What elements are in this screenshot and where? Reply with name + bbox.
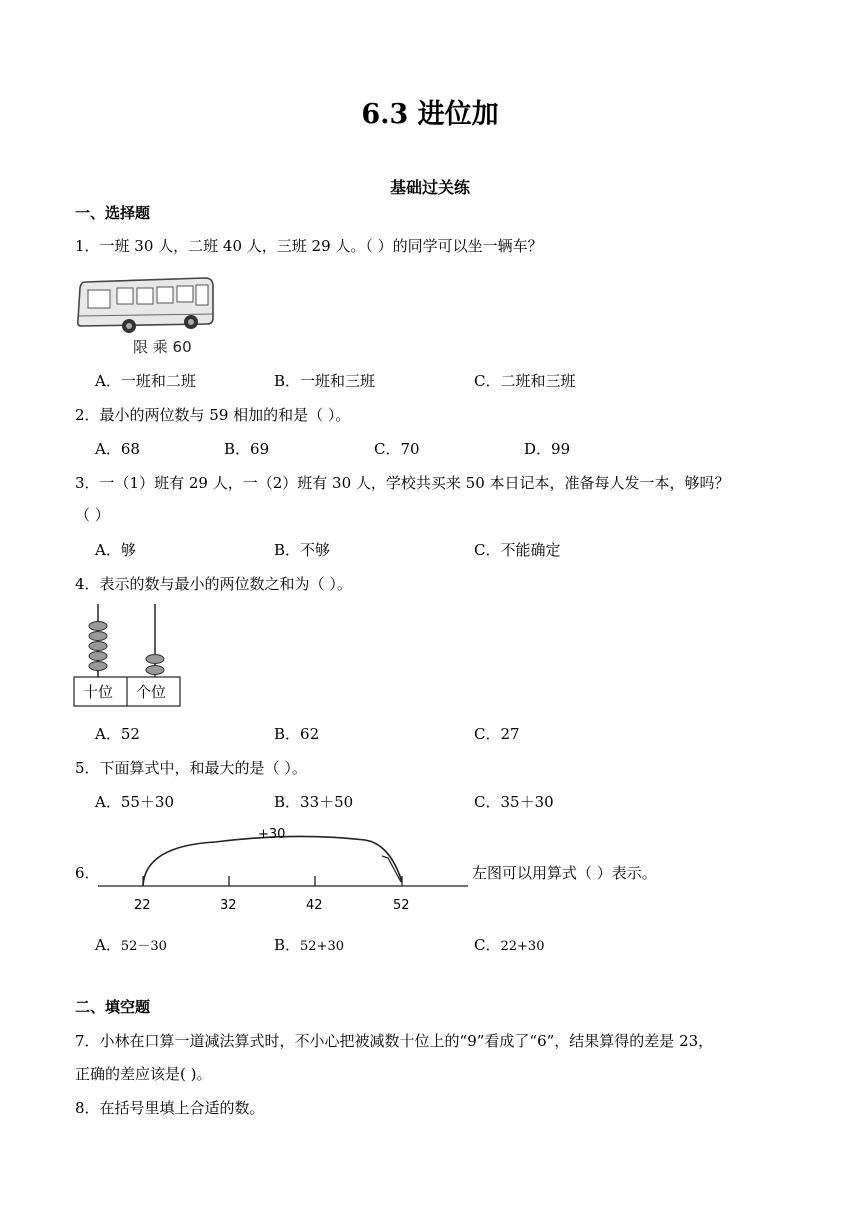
- tick-label: 32: [220, 898, 237, 913]
- question-8-text: 8．在括号里填上合适的数。: [75, 1099, 265, 1117]
- q5-option-a: A．55＋30: [95, 793, 175, 811]
- question-7-text-line1: 7．小林在口算一道减法算式时，不小心把被减数十位上的“9”看成了“6”，结果算得的差是 23，: [75, 1032, 714, 1050]
- q5-option-b: B．33＋50: [274, 793, 354, 811]
- q6-option-c-letter: C．: [474, 936, 501, 954]
- q5-option-c: C．35＋30: [474, 793, 554, 811]
- q6-option-a-expr: 52－30: [120, 939, 167, 954]
- q6-option-b-expr: 52+30: [300, 939, 345, 954]
- q2-option-b: B．69: [224, 440, 270, 458]
- question-5-text: 5．下面算式中，和最大的是（ ）。: [75, 759, 307, 777]
- q1-option-a: A．一班和二班: [95, 372, 196, 390]
- bus-sign: 限 乘 60: [133, 338, 192, 356]
- q6-option-c: [474, 934, 544, 955]
- q3-option-a: A．够: [95, 541, 136, 559]
- q2-option-a: A．68: [95, 440, 140, 458]
- section-subtitle: 基础过关练: [389, 178, 470, 197]
- section-fill-heading: 二、填空题: [75, 998, 151, 1016]
- q6-option-a-letter: A．: [95, 936, 121, 954]
- page-title: 6.3 进位加: [361, 99, 499, 130]
- q4-option-a: A．52: [95, 725, 140, 743]
- question-3-text-line2: （ ）: [75, 506, 110, 524]
- q6-option-a: [95, 934, 167, 955]
- q4-option-c: C．27: [474, 725, 520, 743]
- jump-arc: [143, 836, 402, 886]
- number-line-diagram: [95, 820, 470, 916]
- tick-label: 52: [393, 898, 410, 913]
- bus-image: [75, 272, 220, 358]
- q2-option-c: C．70: [374, 440, 420, 458]
- q1-option-b: B．一班和三班: [274, 372, 376, 390]
- abacus-diagram: [73, 600, 183, 710]
- q6-option-b: [274, 934, 344, 955]
- question-2-text: 2．最小的两位数与 59 相加的和是（ ）。: [75, 406, 351, 424]
- question-6-text: 左图可以用算式（ ）表示。: [472, 864, 657, 882]
- tens-beads: [89, 622, 107, 671]
- tick-label: 22: [134, 898, 151, 913]
- arc-label: +30: [258, 827, 286, 842]
- question-6-number: 6．: [75, 864, 100, 882]
- section-choice-heading: 一、选择题: [75, 204, 151, 222]
- q6-option-b-letter: B．: [274, 936, 301, 954]
- question-3-text-line1: 3．一（1）班有 29 人，一（2）班有 30 人，学校共买来 50 本日记本，准备每人发一本，够吗？: [75, 474, 730, 492]
- q6-option-c-expr: 22+30: [500, 939, 545, 954]
- q4-option-b: B．62: [274, 725, 320, 743]
- q2-option-d: D．99: [524, 440, 571, 458]
- q1-option-c: C．二班和三班: [474, 372, 576, 390]
- abacus-ones-label: 个位: [136, 683, 167, 701]
- question-7-text-line2: 正确的差应该是( )。: [75, 1065, 212, 1083]
- question-4-text: 4．表示的数与最小的两位数之和为（ ）。: [75, 575, 352, 593]
- q3-option-b: B．不够: [274, 541, 331, 559]
- question-1-text: 1．一班 30 人，二班 40 人，三班 29 人。（ ）的同学可以坐一辆车？: [75, 237, 543, 255]
- abacus-tens-label: 十位: [83, 683, 114, 701]
- q3-option-c: C．不能确定: [474, 541, 561, 559]
- tick-label: 42: [306, 898, 323, 913]
